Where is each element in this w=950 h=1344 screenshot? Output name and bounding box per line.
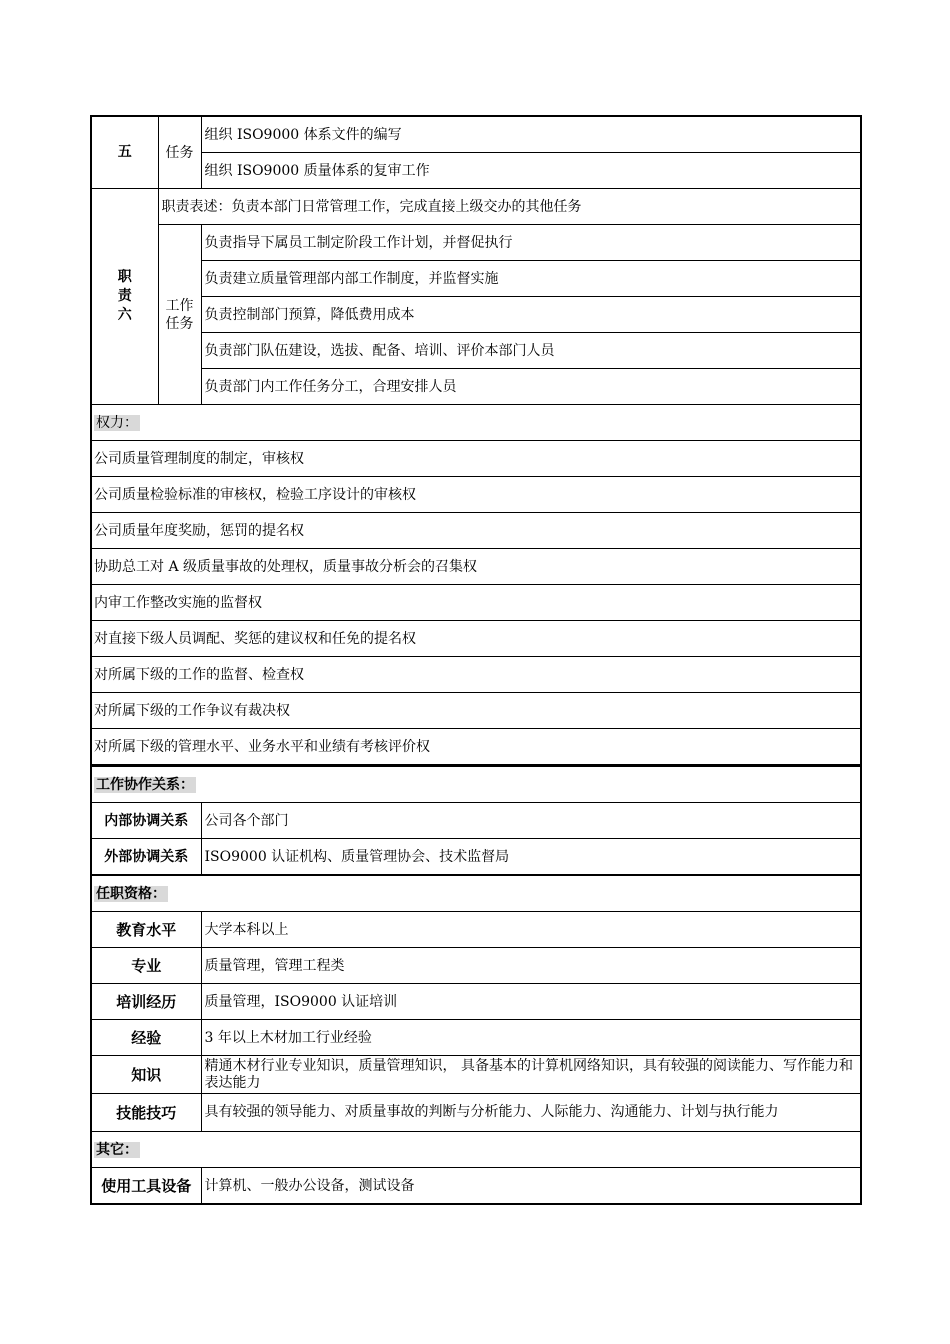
qualification-value: 质量管理，管理工程类 bbox=[201, 948, 861, 984]
authority-item: 对所属下级的管理水平、业务水平和业绩有考核评价权 bbox=[91, 729, 861, 766]
authority-header-row bbox=[91, 405, 861, 441]
other-value: 计算机、一般办公设备，测试设备 bbox=[201, 1168, 861, 1205]
cooperation-row bbox=[91, 839, 861, 876]
authority-row bbox=[91, 441, 861, 477]
qualification-row bbox=[91, 912, 861, 948]
duty6-number-char: 职 bbox=[117, 269, 132, 285]
qualification-value: 大学本科以上 bbox=[201, 912, 861, 948]
qualification-label: 知识 bbox=[91, 1056, 201, 1094]
qualification-row bbox=[91, 984, 861, 1020]
duty6-task: 负责建立质量管理部内部工作制度，并监督实施 bbox=[201, 261, 861, 297]
authority-item: 内审工作整改实施的监督权 bbox=[91, 585, 861, 621]
qualification-row bbox=[91, 948, 861, 984]
qualification-title-text: 任职资格： bbox=[96, 885, 166, 902]
authority-item: 公司质量年度奖励，惩罚的提名权 bbox=[91, 513, 861, 549]
duty6-task-label-line: 工作 bbox=[165, 297, 194, 314]
authority-item: 协助总工对 A 级质量事故的处理权，质量事故分析会的召集权 bbox=[91, 549, 861, 585]
authority-item: 对直接下级人员调配、奖惩的建议权和任免的提名权 bbox=[91, 621, 861, 657]
authority-title bbox=[91, 405, 861, 441]
cooperation-label: 内部协调关系 bbox=[91, 803, 201, 839]
qualification-label: 教育水平 bbox=[91, 912, 201, 948]
cooperation-title-text: 工作协作关系： bbox=[96, 776, 194, 793]
duty6-task-row bbox=[91, 225, 861, 261]
qualification-title bbox=[91, 875, 861, 912]
other-header-row bbox=[91, 1132, 861, 1168]
other-title bbox=[91, 1132, 861, 1168]
duty5-task-label: 任务 bbox=[158, 116, 201, 189]
qualification-value: 精通木材行业专业知识，质量管理知识， 具备基本的计算机网络知识，具有较强的阅读能力、写作能力和表达能力 bbox=[201, 1056, 861, 1094]
duty6-number-char: 六 bbox=[117, 307, 132, 323]
cooperation-row bbox=[91, 803, 861, 839]
duty6-task-row bbox=[91, 261, 861, 297]
duty5-task: 组织 ISO9000 质量体系的复审工作 bbox=[201, 153, 861, 189]
duty6-task-row bbox=[91, 297, 861, 333]
duty6-task: 负责指导下属员工制定阶段工作计划，并督促执行 bbox=[201, 225, 861, 261]
qualification-label: 培训经历 bbox=[91, 984, 201, 1020]
qualification-label: 专业 bbox=[91, 948, 201, 984]
qualification-value: 质量管理，ISO9000 认证培训 bbox=[201, 984, 861, 1020]
authority-item: 对所属下级的工作的监督、检查权 bbox=[91, 657, 861, 693]
qualification-row bbox=[91, 1094, 861, 1132]
duty6-task: 负责部门队伍建设，选拔、配备、培训、评价本部门人员 bbox=[201, 333, 861, 369]
qualification-label: 技能技巧 bbox=[91, 1094, 201, 1132]
qualification-table bbox=[90, 766, 862, 1205]
duty6-statement: 职责表述：负责本部门日常管理工作，完成直接上级交办的其他任务 bbox=[158, 189, 861, 225]
duty6-task-row bbox=[91, 333, 861, 369]
cooperation-label: 外部协调关系 bbox=[91, 839, 201, 876]
duty6-number-char: 责 bbox=[117, 288, 132, 304]
duty-table bbox=[90, 115, 862, 766]
duty6-number bbox=[91, 189, 158, 405]
other-title-text: 其它： bbox=[96, 1141, 138, 1158]
qualification-label: 经验 bbox=[91, 1020, 201, 1056]
authority-row bbox=[91, 657, 861, 693]
duty6-task-row bbox=[91, 369, 861, 405]
authority-row bbox=[91, 513, 861, 549]
duty6-task: 负责控制部门预算，降低费用成本 bbox=[201, 297, 861, 333]
authority-row bbox=[91, 693, 861, 729]
cooperation-value: ISO9000 认证机构、质量管理协会、技术监督局 bbox=[201, 839, 861, 876]
qualification-value: 具有较强的领导能力、对质量事故的判断与分析能力、人际能力、沟通能力、计划与执行能力 bbox=[201, 1094, 861, 1132]
qualification-row bbox=[91, 1056, 861, 1094]
duty6-statement-row bbox=[91, 189, 861, 225]
authority-title-text: 权力： bbox=[96, 414, 138, 431]
authority-item: 对所属下级的工作争议有裁决权 bbox=[91, 693, 861, 729]
duty5-number: 五 bbox=[91, 116, 158, 189]
qualification-value: 3 年以上木材加工行业经验 bbox=[201, 1020, 861, 1056]
authority-item: 公司质量检验标准的审核权，检验工序设计的审核权 bbox=[91, 477, 861, 513]
duty6-task-label bbox=[158, 225, 201, 405]
cooperation-header-row bbox=[91, 767, 861, 803]
qualification-row bbox=[91, 1020, 861, 1056]
authority-row bbox=[91, 585, 861, 621]
authority-row bbox=[91, 549, 861, 585]
authority-row bbox=[91, 477, 861, 513]
authority-row bbox=[91, 621, 861, 657]
other-row bbox=[91, 1168, 861, 1205]
cooperation-value: 公司各个部门 bbox=[201, 803, 861, 839]
authority-item: 公司质量管理制度的制定，审核权 bbox=[91, 441, 861, 477]
duty5-row-2 bbox=[91, 153, 861, 189]
other-label: 使用工具设备 bbox=[91, 1168, 201, 1205]
cooperation-title bbox=[91, 767, 861, 803]
duty5-task: 组织 ISO9000 体系文件的编写 bbox=[201, 116, 861, 153]
duty6-task: 负责部门内工作任务分工，合理安排人员 bbox=[201, 369, 861, 405]
duty5-row-1 bbox=[91, 116, 861, 153]
duty6-task-label-line: 任务 bbox=[165, 315, 194, 332]
qualification-header-row bbox=[91, 875, 861, 912]
authority-row bbox=[91, 729, 861, 766]
job-description-sheet bbox=[90, 115, 860, 1205]
